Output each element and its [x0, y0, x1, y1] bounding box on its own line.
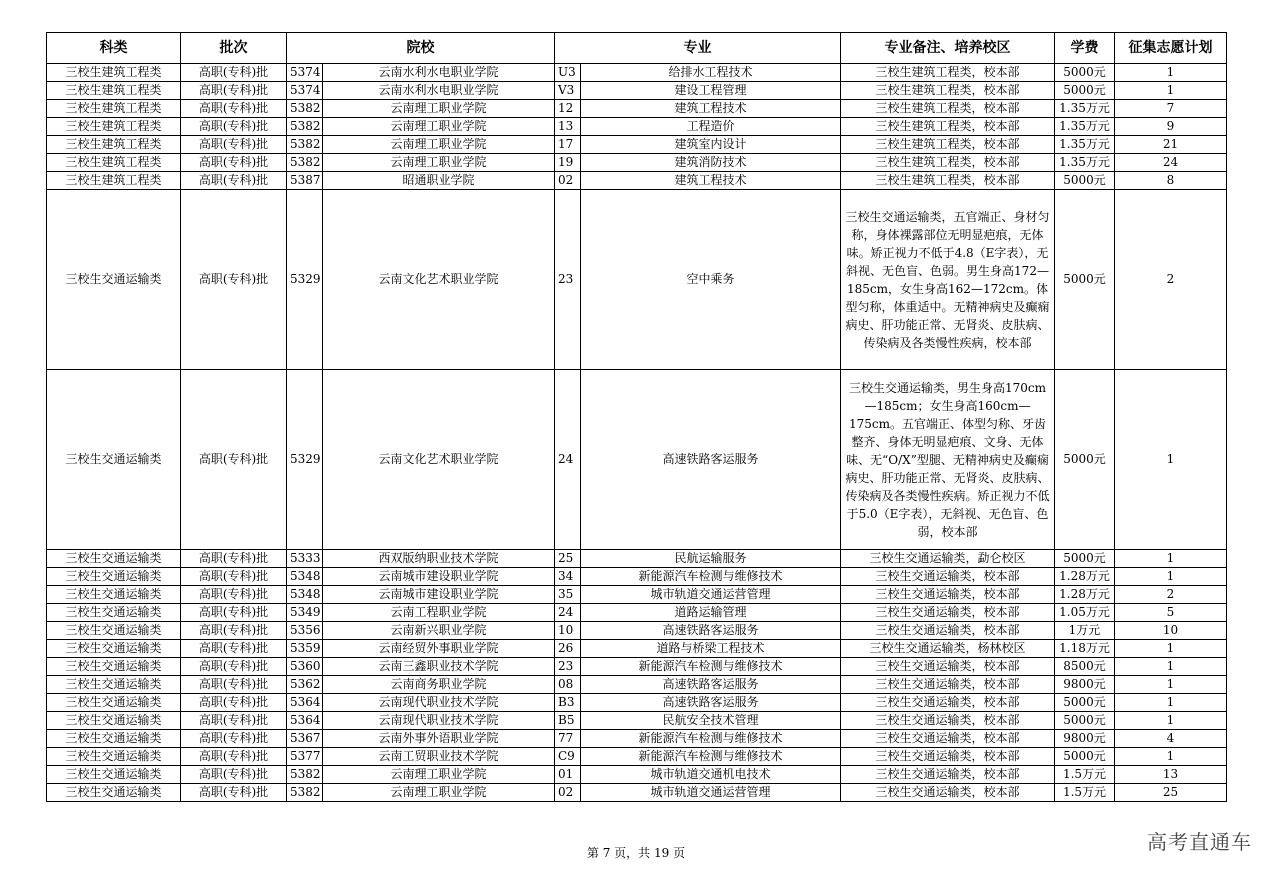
- cell-batch: 高职(专科)批: [181, 712, 287, 730]
- table-row: [47, 100, 1227, 118]
- cell-plan: 8: [1115, 172, 1227, 190]
- cell-school-code: 5387: [287, 172, 323, 190]
- cell-major: 城市轨道交通机电技术: [581, 766, 841, 784]
- cell-school-code: 5364: [287, 712, 323, 730]
- cell-school-code: 5356: [287, 622, 323, 640]
- cell-remarks: 三校生交通运输类，男生身高170cm—185cm；女生身高160cm—175cm。五官端正、体型匀称、牙齿整齐、身体无明显疤痕、文身、无体味、无“O/X”型腿、无精神病史及癫痫病史、肝功能正常、无肾炎、皮肤病、传染病及各类慢性疾病。矫正视力不低于5.0（E字表），无斜视、无色盲、色弱，校本部: [841, 370, 1055, 550]
- admission-table: [46, 32, 1227, 802]
- table-row: [47, 550, 1227, 568]
- cell-tuition: 5000元: [1055, 550, 1115, 568]
- cell-plan: 4: [1115, 730, 1227, 748]
- cell-major: 建筑室内设计: [581, 136, 841, 154]
- cell-remarks: 三校生交通运输类，校本部: [841, 712, 1055, 730]
- cell-remarks: 三校生建筑工程类，校本部: [841, 136, 1055, 154]
- header-batch: 批次: [181, 33, 287, 64]
- cell-batch: 高职(专科)批: [181, 658, 287, 676]
- cell-school: 云南理工职业学院: [323, 118, 555, 136]
- cell-batch: 高职(专科)批: [181, 82, 287, 100]
- cell-plan: 1: [1115, 748, 1227, 766]
- cell-school: 云南工程职业学院: [323, 604, 555, 622]
- cell-category: 三校生交通运输类: [47, 712, 181, 730]
- cell-major: 建筑工程技术: [581, 100, 841, 118]
- cell-major-code: C9: [555, 748, 581, 766]
- page-number: 第 7 页，共 19 页: [586, 846, 686, 860]
- cell-major: 高速铁路客运服务: [581, 694, 841, 712]
- cell-batch: 高职(专科)批: [181, 694, 287, 712]
- cell-plan: 2: [1115, 190, 1227, 370]
- cell-tuition: 1.35万元: [1055, 118, 1115, 136]
- table-row: [47, 64, 1227, 82]
- header-category: 科类: [47, 33, 181, 64]
- table-row: [47, 730, 1227, 748]
- table-row: [47, 190, 1227, 370]
- cell-remarks: 三校生交通运输类，校本部: [841, 784, 1055, 802]
- header-school: 院校: [287, 33, 555, 64]
- table-row: [47, 784, 1227, 802]
- cell-remarks: 三校生交通运输类，校本部: [841, 658, 1055, 676]
- cell-school: 云南文化艺术职业学院: [323, 370, 555, 550]
- cell-plan: 1: [1115, 82, 1227, 100]
- cell-category: 三校生交通运输类: [47, 190, 181, 370]
- cell-school: 云南城市建设职业学院: [323, 568, 555, 586]
- cell-school-code: 5333: [287, 550, 323, 568]
- cell-tuition: 1万元: [1055, 622, 1115, 640]
- cell-major-code: 24: [555, 604, 581, 622]
- cell-remarks: 三校生建筑工程类，校本部: [841, 82, 1055, 100]
- cell-major-code: 02: [555, 172, 581, 190]
- cell-school: 云南三鑫职业技术学院: [323, 658, 555, 676]
- cell-major: 给排水工程技术: [581, 64, 841, 82]
- cell-major: 新能源汽车检测与维修技术: [581, 730, 841, 748]
- cell-plan: 1: [1115, 568, 1227, 586]
- cell-category: 三校生交通运输类: [47, 550, 181, 568]
- cell-major-code: 01: [555, 766, 581, 784]
- cell-batch: 高职(专科)批: [181, 100, 287, 118]
- cell-school-code: 5364: [287, 694, 323, 712]
- table-row: [47, 658, 1227, 676]
- cell-major: 空中乘务: [581, 190, 841, 370]
- cell-batch: 高职(专科)批: [181, 676, 287, 694]
- cell-school: 云南商务职业学院: [323, 676, 555, 694]
- table-row: [47, 604, 1227, 622]
- table-row: [47, 118, 1227, 136]
- cell-major-code: 26: [555, 640, 581, 658]
- header-plan: 征集志愿计划: [1115, 33, 1227, 64]
- cell-plan: 1: [1115, 694, 1227, 712]
- cell-batch: 高职(专科)批: [181, 190, 287, 370]
- cell-tuition: 1.35万元: [1055, 154, 1115, 172]
- cell-batch: 高职(专科)批: [181, 766, 287, 784]
- cell-major-code: 35: [555, 586, 581, 604]
- table-header-row: [47, 33, 1227, 64]
- cell-major-code: 08: [555, 676, 581, 694]
- cell-major: 城市轨道交通运营管理: [581, 586, 841, 604]
- cell-major-code: 02: [555, 784, 581, 802]
- cell-school: 云南新兴职业学院: [323, 622, 555, 640]
- table-row: [47, 676, 1227, 694]
- cell-major-code: B3: [555, 694, 581, 712]
- cell-plan: 25: [1115, 784, 1227, 802]
- table-row: [47, 748, 1227, 766]
- cell-batch: 高职(专科)批: [181, 154, 287, 172]
- cell-remarks: 三校生交通运输类，五官端正、身材匀称，身体裸露部位无明显疤痕，无体味。矫正视力不低于4.8（E字表），无斜视、无色盲、色弱。男生身高172—185cm，女生身高162—172cm。体型匀称，体重适中。无精神病史及癫痫病史、肝功能正常、无肾炎、皮肤病、传染病及各类慢性疾病，校本部: [841, 190, 1055, 370]
- cell-plan: 24: [1115, 154, 1227, 172]
- cell-tuition: 1.35万元: [1055, 136, 1115, 154]
- cell-school: 云南理工职业学院: [323, 784, 555, 802]
- cell-school: 云南外事外语职业学院: [323, 730, 555, 748]
- cell-batch: 高职(专科)批: [181, 118, 287, 136]
- cell-school-code: 5348: [287, 586, 323, 604]
- cell-remarks: 三校生交通运输类，校本部: [841, 694, 1055, 712]
- cell-plan: 1: [1115, 658, 1227, 676]
- cell-school-code: 5382: [287, 118, 323, 136]
- cell-major-code: U3: [555, 64, 581, 82]
- cell-remarks: 三校生交通运输类，校本部: [841, 766, 1055, 784]
- cell-school-code: 5377: [287, 748, 323, 766]
- cell-major: 高速铁路客运服务: [581, 370, 841, 550]
- cell-tuition: 1.5万元: [1055, 784, 1115, 802]
- cell-school: 西双版纳职业技术学院: [323, 550, 555, 568]
- cell-school: 昭通职业学院: [323, 172, 555, 190]
- cell-plan: 13: [1115, 766, 1227, 784]
- cell-category: 三校生交通运输类: [47, 622, 181, 640]
- cell-plan: 1: [1115, 550, 1227, 568]
- cell-school-code: 5382: [287, 766, 323, 784]
- cell-tuition: 1.35万元: [1055, 100, 1115, 118]
- cell-category: 三校生交通运输类: [47, 604, 181, 622]
- cell-school: 云南水利水电职业学院: [323, 64, 555, 82]
- cell-major: 道路与桥梁工程技术: [581, 640, 841, 658]
- table-row: [47, 622, 1227, 640]
- table-body: [47, 64, 1227, 802]
- cell-category: 三校生交通运输类: [47, 658, 181, 676]
- cell-school: 云南水利水电职业学院: [323, 82, 555, 100]
- cell-category: 三校生建筑工程类: [47, 136, 181, 154]
- cell-major-code: 13: [555, 118, 581, 136]
- cell-major: 民航安全技术管理: [581, 712, 841, 730]
- cell-remarks: 三校生交通运输类，校本部: [841, 730, 1055, 748]
- cell-plan: 1: [1115, 64, 1227, 82]
- cell-batch: 高职(专科)批: [181, 586, 287, 604]
- cell-major-code: 19: [555, 154, 581, 172]
- cell-plan: 21: [1115, 136, 1227, 154]
- cell-remarks: 三校生交通运输类，校本部: [841, 676, 1055, 694]
- cell-category: 三校生交通运输类: [47, 784, 181, 802]
- cell-category: 三校生交通运输类: [47, 370, 181, 550]
- cell-major: 高速铁路客运服务: [581, 676, 841, 694]
- cell-school: 云南理工职业学院: [323, 100, 555, 118]
- cell-tuition: 1.18万元: [1055, 640, 1115, 658]
- cell-school-code: 5374: [287, 64, 323, 82]
- cell-remarks: 三校生建筑工程类，校本部: [841, 100, 1055, 118]
- cell-tuition: 5000元: [1055, 694, 1115, 712]
- cell-tuition: 1.28万元: [1055, 568, 1115, 586]
- cell-remarks: 三校生交通运输类，校本部: [841, 748, 1055, 766]
- cell-major: 建设工程管理: [581, 82, 841, 100]
- cell-category: 三校生交通运输类: [47, 730, 181, 748]
- cell-category: 三校生交通运输类: [47, 748, 181, 766]
- cell-major: 民航运输服务: [581, 550, 841, 568]
- table-row: [47, 640, 1227, 658]
- cell-tuition: 1.28万元: [1055, 586, 1115, 604]
- cell-major-code: 12: [555, 100, 581, 118]
- cell-school: 云南现代职业技术学院: [323, 712, 555, 730]
- cell-major: 城市轨道交通运营管理: [581, 784, 841, 802]
- cell-tuition: 1.05万元: [1055, 604, 1115, 622]
- cell-school-code: 5382: [287, 100, 323, 118]
- cell-category: 三校生建筑工程类: [47, 154, 181, 172]
- cell-plan: 10: [1115, 622, 1227, 640]
- cell-batch: 高职(专科)批: [181, 604, 287, 622]
- cell-tuition: 5000元: [1055, 370, 1115, 550]
- cell-category: 三校生建筑工程类: [47, 118, 181, 136]
- cell-major: 建筑工程技术: [581, 172, 841, 190]
- cell-category: 三校生建筑工程类: [47, 64, 181, 82]
- cell-tuition: 5000元: [1055, 190, 1115, 370]
- cell-tuition: 5000元: [1055, 82, 1115, 100]
- cell-major-code: 34: [555, 568, 581, 586]
- table-row: [47, 136, 1227, 154]
- table-row: [47, 712, 1227, 730]
- cell-remarks: 三校生交通运输类，校本部: [841, 604, 1055, 622]
- cell-remarks: 三校生建筑工程类，校本部: [841, 172, 1055, 190]
- cell-school-code: 5348: [287, 568, 323, 586]
- cell-school: 云南理工职业学院: [323, 154, 555, 172]
- cell-school-code: 5382: [287, 154, 323, 172]
- cell-major: 新能源汽车检测与维修技术: [581, 568, 841, 586]
- cell-school-code: 5367: [287, 730, 323, 748]
- cell-remarks: 三校生交通运输类，勐仑校区: [841, 550, 1055, 568]
- cell-batch: 高职(专科)批: [181, 730, 287, 748]
- cell-remarks: 三校生交通运输类，杨林校区: [841, 640, 1055, 658]
- cell-major: 新能源汽车检测与维修技术: [581, 748, 841, 766]
- cell-school-code: 5329: [287, 190, 323, 370]
- cell-tuition: 5000元: [1055, 64, 1115, 82]
- cell-school: 云南文化艺术职业学院: [323, 190, 555, 370]
- cell-remarks: 三校生建筑工程类，校本部: [841, 154, 1055, 172]
- cell-batch: 高职(专科)批: [181, 172, 287, 190]
- cell-tuition: 5000元: [1055, 712, 1115, 730]
- cell-school: 云南经贸外事职业学院: [323, 640, 555, 658]
- cell-plan: 2: [1115, 586, 1227, 604]
- cell-plan: 9: [1115, 118, 1227, 136]
- cell-category: 三校生交通运输类: [47, 640, 181, 658]
- cell-batch: 高职(专科)批: [181, 64, 287, 82]
- cell-tuition: 9800元: [1055, 730, 1115, 748]
- cell-major-code: 17: [555, 136, 581, 154]
- header-remarks: 专业备注、培养校区: [841, 33, 1055, 64]
- cell-school: 云南理工职业学院: [323, 136, 555, 154]
- cell-major-code: V3: [555, 82, 581, 100]
- cell-batch: 高职(专科)批: [181, 622, 287, 640]
- cell-school: 云南现代职业技术学院: [323, 694, 555, 712]
- cell-school-code: 5329: [287, 370, 323, 550]
- cell-remarks: 三校生交通运输类，校本部: [841, 622, 1055, 640]
- cell-school-code: 5360: [287, 658, 323, 676]
- table-row: [47, 172, 1227, 190]
- cell-category: 三校生交通运输类: [47, 676, 181, 694]
- cell-batch: 高职(专科)批: [181, 370, 287, 550]
- cell-plan: 1: [1115, 370, 1227, 550]
- cell-school-code: 5362: [287, 676, 323, 694]
- cell-major: 新能源汽车检测与维修技术: [581, 658, 841, 676]
- cell-category: 三校生交通运输类: [47, 586, 181, 604]
- cell-remarks: 三校生建筑工程类，校本部: [841, 64, 1055, 82]
- cell-major-code: 23: [555, 190, 581, 370]
- cell-batch: 高职(专科)批: [181, 640, 287, 658]
- header-major: 专业: [555, 33, 841, 64]
- table-row: [47, 694, 1227, 712]
- cell-category: 三校生交通运输类: [47, 766, 181, 784]
- cell-major-code: 25: [555, 550, 581, 568]
- cell-category: 三校生交通运输类: [47, 694, 181, 712]
- cell-major-code: B5: [555, 712, 581, 730]
- cell-school-code: 5382: [287, 136, 323, 154]
- cell-school-code: 5374: [287, 82, 323, 100]
- cell-tuition: 5000元: [1055, 748, 1115, 766]
- cell-batch: 高职(专科)批: [181, 550, 287, 568]
- cell-category: 三校生建筑工程类: [47, 82, 181, 100]
- cell-major: 道路运输管理: [581, 604, 841, 622]
- cell-plan: 5: [1115, 604, 1227, 622]
- cell-remarks: 三校生交通运输类，校本部: [841, 586, 1055, 604]
- table-row: [47, 82, 1227, 100]
- cell-major-code: 24: [555, 370, 581, 550]
- cell-category: 三校生建筑工程类: [47, 172, 181, 190]
- cell-major-code: 23: [555, 658, 581, 676]
- cell-tuition: 1.5万元: [1055, 766, 1115, 784]
- cell-major: 建筑消防技术: [581, 154, 841, 172]
- cell-plan: 7: [1115, 100, 1227, 118]
- cell-tuition: 9800元: [1055, 676, 1115, 694]
- cell-school: 云南工贸职业技术学院: [323, 748, 555, 766]
- cell-category: 三校生交通运输类: [47, 568, 181, 586]
- watermark-logo-text: 高考直通车: [1147, 830, 1252, 854]
- cell-school: 云南城市建设职业学院: [323, 586, 555, 604]
- cell-batch: 高职(专科)批: [181, 136, 287, 154]
- cell-plan: 1: [1115, 676, 1227, 694]
- cell-school: 云南理工职业学院: [323, 766, 555, 784]
- cell-major: 工程造价: [581, 118, 841, 136]
- cell-major-code: 77: [555, 730, 581, 748]
- cell-batch: 高职(专科)批: [181, 568, 287, 586]
- cell-school-code: 5349: [287, 604, 323, 622]
- cell-remarks: 三校生交通运输类，校本部: [841, 568, 1055, 586]
- cell-tuition: 8500元: [1055, 658, 1115, 676]
- table-row: [47, 586, 1227, 604]
- cell-tuition: 5000元: [1055, 172, 1115, 190]
- table-row: [47, 154, 1227, 172]
- table-row: [47, 568, 1227, 586]
- cell-batch: 高职(专科)批: [181, 784, 287, 802]
- cell-batch: 高职(专科)批: [181, 748, 287, 766]
- cell-remarks: 三校生建筑工程类，校本部: [841, 118, 1055, 136]
- cell-major-code: 10: [555, 622, 581, 640]
- header-tuition: 学费: [1055, 33, 1115, 64]
- cell-plan: 1: [1115, 640, 1227, 658]
- table-row: [47, 370, 1227, 550]
- cell-category: 三校生建筑工程类: [47, 100, 181, 118]
- cell-major: 高速铁路客运服务: [581, 622, 841, 640]
- cell-school-code: 5382: [287, 784, 323, 802]
- table-row: [47, 766, 1227, 784]
- cell-school-code: 5359: [287, 640, 323, 658]
- cell-plan: 1: [1115, 712, 1227, 730]
